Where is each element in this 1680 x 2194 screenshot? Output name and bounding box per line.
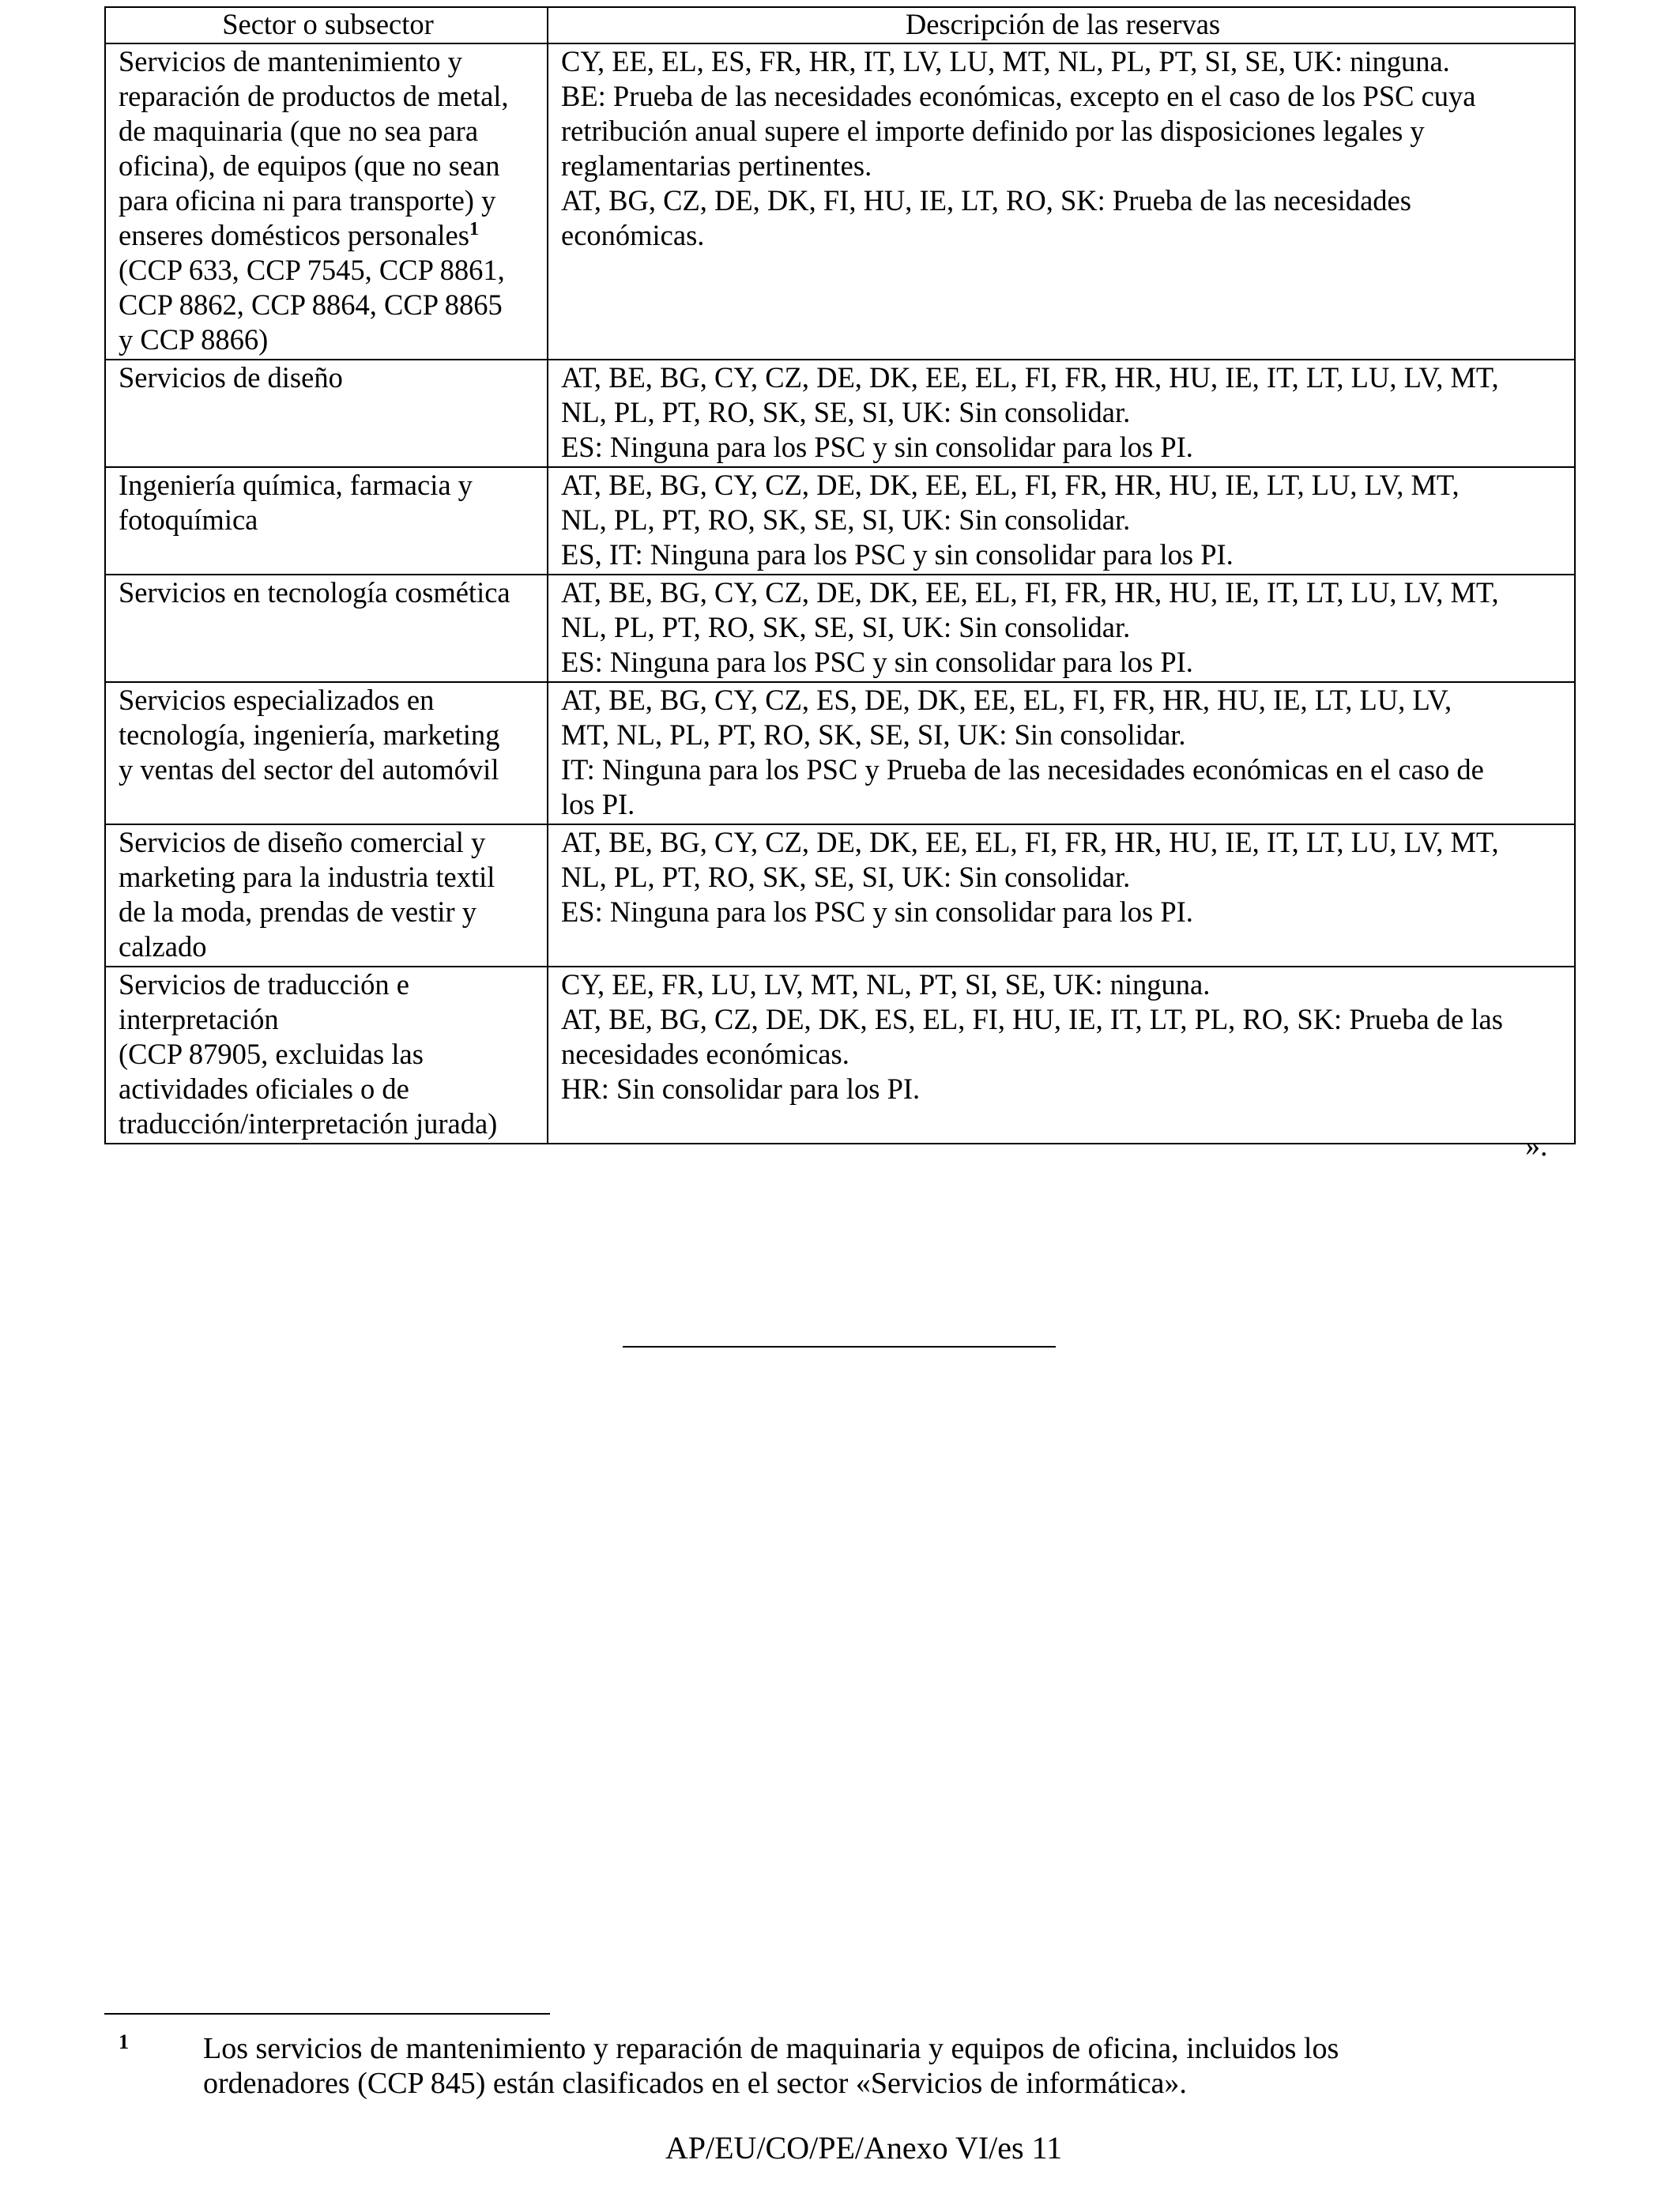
sector-line (119, 114, 537, 149)
sector-line-text: para oficina ni para transporte) y (119, 184, 496, 217)
description-line: HR: Sin consolidar para los PI. (561, 1072, 921, 1105)
description-line: MT, NL, PL, PT, RO, SK, SE, SI, UK: Sin consolidar. (561, 718, 1186, 751)
description-cell (548, 43, 1575, 360)
description-line: retribución anual supere el importe definido por las disposiciones legales y (561, 115, 1425, 147)
sector-line-text: Servicios de diseño (119, 361, 343, 394)
sector-line-text: marketing para la industria textil (119, 861, 495, 893)
description-line: ES: Ninguna para los PSC y sin consolidar para los PI. (561, 895, 1193, 928)
reservations-table (104, 6, 1576, 1144)
sector-line (119, 1037, 537, 1072)
description-line: CY, EE, EL, ES, FR, HR, IT, LV, LU, MT, NL, PL, PT, SI, SE, UK: ninguna. (561, 45, 1450, 77)
sector-line (119, 44, 537, 79)
sector-line-text: y CCP 8866) (119, 323, 269, 356)
description-line: BE: Prueba de las necesidades económicas, excepto en el caso de los PSC cuya (561, 80, 1476, 112)
description-line: los PI. (561, 788, 635, 820)
description-line: AT, BE, BG, CZ, DE, DK, ES, EL, FI, HU, IE, IT, LT, PL, RO, SK: Prueba de las (561, 1003, 1503, 1035)
sector-line-text: oficina), de equipos (que no sean (119, 149, 500, 182)
description-cell (548, 824, 1575, 967)
sector-line-text: Servicios en tecnología cosmética (119, 576, 510, 609)
sector-line-text: Servicios de mantenimiento y (119, 45, 462, 77)
sector-line-text: (CCP 633, CCP 7545, CCP 8861, (119, 254, 505, 286)
sector-line-text: Servicios especializados en (119, 684, 435, 716)
table-row (105, 43, 1575, 360)
description-line: ES: Ninguna para los PSC y sin consolidar para los PI. (561, 646, 1193, 678)
description-cell (548, 682, 1575, 824)
sector-line (119, 218, 537, 253)
sector-line-text: Ingeniería química, farmacia y (119, 469, 473, 501)
description-line: CY, EE, FR, LU, LV, MT, NL, PT, SI, SE, UK: ninguna. (561, 968, 1211, 1001)
sector-line (119, 718, 537, 752)
table-row (105, 467, 1575, 575)
description-line: AT, BG, CZ, DE, DK, FI, HU, IE, LT, RO, SK: Prueba de las necesidades (561, 184, 1411, 217)
description-cell (548, 575, 1575, 682)
description-cell (548, 967, 1575, 1144)
description-line: NL, PL, PT, RO, SK, SE, SI, UK: Sin consolidar. (561, 503, 1131, 536)
description-line: ES: Ninguna para los PSC y sin consolidar para los PI. (561, 431, 1193, 463)
sector-line (119, 967, 537, 1002)
sector-line-text: interpretación (119, 1003, 279, 1035)
sector-line (119, 360, 537, 395)
sector-cell (105, 43, 548, 360)
sector-line (119, 1002, 537, 1037)
sector-line (119, 575, 537, 610)
sector-cell (105, 682, 548, 824)
sector-line-text: de maquinaria (que no sea para (119, 115, 479, 147)
sector-line (119, 183, 537, 218)
sector-line-text: tecnología, ingeniería, marketing (119, 718, 500, 751)
description-line: NL, PL, PT, RO, SK, SE, SI, UK: Sin consolidar. (561, 611, 1131, 643)
closing-quote: ». (1525, 1129, 1548, 1163)
sector-line-text: CCP 8862, CCP 8864, CCP 8865 (119, 288, 503, 321)
description-line: reglamentarias pertinentes. (561, 149, 872, 182)
sector-line-text: actividades oficiales o de (119, 1072, 409, 1105)
sector-line (119, 1106, 537, 1141)
sector-line (119, 860, 537, 895)
description-line: IT: Ninguna para los PSC y Prueba de las necesidades económicas en el caso de (561, 753, 1484, 786)
sector-line-text: enseres domésticos personales (119, 219, 469, 251)
sector-cell (105, 967, 548, 1144)
description-line: ES, IT: Ninguna para los PSC y sin consolidar para los PI. (561, 538, 1234, 571)
section-separator-line (623, 1346, 1056, 1348)
description-line: NL, PL, PT, RO, SK, SE, SI, UK: Sin consolidar. (561, 396, 1131, 428)
description-line: económicas. (561, 219, 705, 251)
sector-line (119, 752, 537, 787)
description-cell (548, 360, 1575, 467)
description-cell (548, 467, 1575, 575)
sector-line (119, 1072, 537, 1106)
sector-line-text: traducción/interpretación jurada) (119, 1107, 498, 1140)
footnote-reference: 1 (469, 218, 479, 239)
sector-line-text: y ventas del sector del automóvil (119, 753, 499, 786)
sector-line (119, 322, 537, 357)
table-row (105, 575, 1575, 682)
sector-line (119, 683, 537, 718)
description-line: necesidades económicas. (561, 1038, 849, 1070)
sector-line-text: fotoquímica (119, 503, 258, 536)
header-description: Descripción de las reservas (548, 7, 1575, 43)
table-row (105, 824, 1575, 967)
table-row (105, 967, 1575, 1144)
sector-line (119, 288, 537, 322)
table-row (105, 360, 1575, 467)
footnote-text (203, 2031, 1562, 2101)
sector-line-text: de la moda, prendas de vestir y (119, 895, 477, 928)
table-header-row (105, 7, 1575, 43)
footnote-rule (104, 2013, 550, 2015)
sector-line (119, 929, 537, 964)
description-line: AT, BE, BG, CY, CZ, DE, DK, EE, EL, FI, FR, HR, HU, IE, IT, LT, LU, LV, MT, (561, 576, 1499, 609)
table-body (105, 43, 1575, 1144)
sector-cell (105, 467, 548, 575)
sector-line-text: reparación de productos de metal, (119, 80, 509, 112)
sector-line (119, 468, 537, 503)
description-line: AT, BE, BG, CY, CZ, DE, DK, EE, EL, FI, FR, HR, HU, IE, IT, LT, LU, LV, MT, (561, 826, 1499, 858)
sector-line-text: calzado (119, 930, 207, 963)
sector-line (119, 149, 537, 183)
footnote-line: ordenadores (CCP 845) están clasificados en el sector «Servicios de informática». (203, 2067, 1187, 2100)
sector-cell (105, 824, 548, 967)
description-line: AT, BE, BG, CY, CZ, DE, DK, EE, EL, FI, FR, HR, HU, IE, IT, LT, LU, LV, MT, (561, 361, 1499, 394)
description-line: AT, BE, BG, CY, CZ, DE, DK, EE, EL, FI, FR, HR, HU, IE, LT, LU, LV, MT, (561, 469, 1460, 501)
header-sector: Sector o subsector (105, 7, 548, 43)
footnote-line: Los servicios de mantenimiento y reparación de maquinaria y equipos de oficina, incluidos los (203, 2032, 1339, 2065)
description-line: NL, PL, PT, RO, SK, SE, SI, UK: Sin consolidar. (561, 861, 1131, 893)
sector-cell (105, 360, 548, 467)
sector-line-text: Servicios de traducción e (119, 968, 409, 1001)
sector-line-text: Servicios de diseño comercial y (119, 826, 486, 858)
sector-line (119, 895, 537, 929)
sector-line (119, 825, 537, 860)
footnote-mark: 1 (119, 2030, 129, 2053)
page-footer: AP/EU/CO/PE/Anexo VI/es 11 (665, 2130, 1063, 2166)
table-row (105, 682, 1575, 824)
sector-cell (105, 575, 548, 682)
sector-line-text: (CCP 87905, excluidas las (119, 1038, 424, 1070)
sector-line (119, 503, 537, 537)
sector-line (119, 253, 537, 288)
description-line: AT, BE, BG, CY, CZ, ES, DE, DK, EE, EL, FI, FR, HR, HU, IE, LT, LU, LV, (561, 684, 1452, 716)
sector-line (119, 79, 537, 114)
